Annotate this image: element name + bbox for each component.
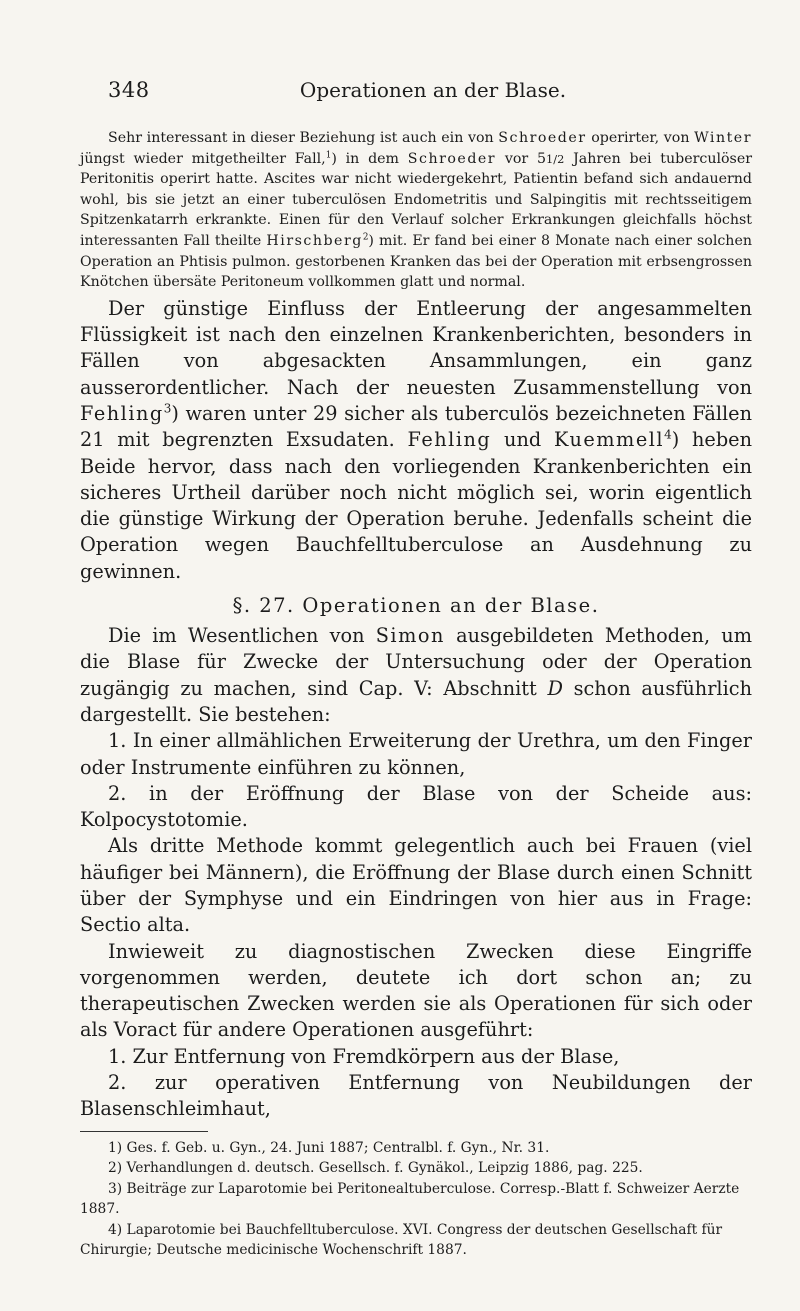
footnote-divider — [80, 1131, 208, 1132]
author-name: Schroeder — [407, 150, 497, 167]
body-paragraph: Als dritte Methode kommt gelegentlich auch bei Frauen (viel häufiger bei Männern), die Eröffnung der Blase durch einen Schnitt über der Symphyse und ein Eindringen von hier aus in Frage: Sectio alta. — [80, 834, 752, 937]
author-name: Fehling — [407, 428, 492, 452]
list-item: 1. In einer allmählichen Erweiterung der Urethra, um den Finger oder Instrumente einführen zu können, — [80, 729, 752, 779]
page-body — [80, 128, 752, 1261]
author-name: Schroeder — [498, 130, 587, 146]
author-name: Simon — [375, 624, 445, 648]
running-title: Operationen an der Blase. — [299, 78, 567, 102]
author-name: Kuemmell — [553, 428, 665, 452]
author-name: Winter — [694, 130, 752, 146]
section-letter: D — [547, 676, 563, 700]
footnote: 2) Verhandlungen d. deutsch. Gesellsch. f. Gynäkol., Leipzig 1886, pag. 225. — [108, 1160, 643, 1177]
author-name: Fehling — [80, 401, 164, 425]
body-paragraph: Die im Wesentlichen von Simon ausgebildeten Methoden, um die Blase für Zwecke der Untersuchung oder der Operation zugängig zu machen, sind Cap. V: Abschnitt D schon ausführlich dargestellt. Sie bestehen: — [80, 624, 752, 726]
body-paragraph: Inwieweit zu diagnostischen Zwecken diese Eingriffe vorgenommen werden, deutete ich dort schon an; zu therapeutischen Zwecken werden sie als Operationen für sich oder als Voract für andere Operationen ausgeführt: — [80, 939, 752, 1042]
fraction: 1/2 — [546, 151, 565, 166]
footnote-ref: 3 — [163, 401, 172, 416]
small-print-paragraph: Sehr interessant in dieser Beziehung ist auch ein von Schroeder operirter, von Winter jüngst wieder mitgetheilter Fall,$^1$) in dem Schroeder vor 51/2 Jahren bei tuberculöser Peritonitis operirt hatte. Ascites war nicht wiedergekehrt, Patientin befand sich andauernd wohl, bis sie jetzt an einer tuberculösen Endometritis und Salpingitis mit rechtsseitigem Spitzenkatarrh erkrankte. Einen für den Verlauf solcher Erkrankungen gleichfalls höchst interessanten Fall theilte Hirschberg$^2$) mit. Er fand bei einer 8 Monate nach einer solchen Operation an Phtisis pulmon. gestorbenen Kranken das bei der Operation mit erbsengrossen Knötchen übersäte Peritoneum vollkommen glatt und normal. — [80, 130, 753, 291]
footnotes — [80, 1138, 752, 1261]
author-name: Hirschberg — [266, 232, 363, 249]
list-item: 2. in der Eröffnung der Blase von der Scheide aus: Kolpocystotomie. — [80, 781, 752, 832]
list-item: 2. zur operativen Entfernung von Neubildungen der Blasenschleimhaut, — [80, 1071, 752, 1121]
footnote: 1) Ges. f. Geb. u. Gyn., 24. Juni 1887; Centralbl. f. Gyn., Nr. 31. — [108, 1139, 550, 1156]
list-item: 1. Zur Entfernung von Fremdkörpern aus der Blase, — [108, 1044, 620, 1068]
section-heading: §. 27. Operationen an der Blase. — [232, 594, 600, 618]
page-number: 348 — [108, 78, 150, 102]
footnote-ref: 1 — [325, 149, 332, 160]
footnote: 3) Beiträge zur Laparotomie bei Peritonealtuberculose. Corresp.-Blatt f. Schweizer Aerzte 1887. — [80, 1180, 740, 1218]
footnote-ref: 4 — [664, 427, 672, 442]
body-paragraph: Der günstige Einfluss der Entleerung der angesammelten Flüssigkeit ist nach den einzelnen Krankenberichten, besonders in Fällen von abgesackten Ansammlungen, ein ganz ausserordentlicher. Nach der neuesten Zusammenstellung von Fehling$^3$) waren unter 29 sicher als tuberculös bezeichneten Fällen 21 mit begrenzten Exsudaten. Fehling und Kuemmell$^4$) heben Beide hervor, dass nach den vorliegenden Krankenberichten ein sicheres Urtheil darüber noch nicht möglich sei, worin eigentlich die günstige Wirkung der Operation beruhe. Jedenfalls scheint die Operation wegen Bauchfelltuberculose an Ausdehnung zu gewinnen. — [80, 296, 752, 583]
footnote: 4) Laparotomie bei Bauchfelltuberculose. XVI. Congress der deutschen Gesellschaft für Chirurgie; Deutsche medicinische Wochenschrift 1887. — [80, 1221, 723, 1259]
page-header — [108, 78, 728, 108]
footnote-ref: 2 — [362, 232, 369, 243]
